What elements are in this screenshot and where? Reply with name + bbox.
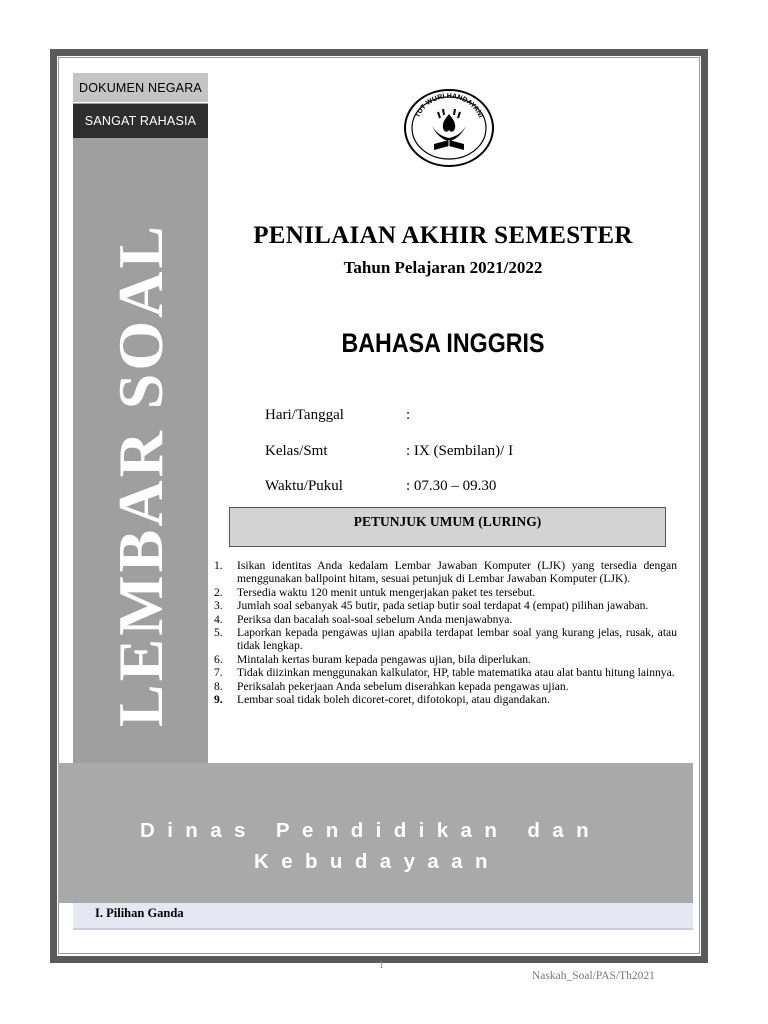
agency-line-2: Kebudayaan [254,850,500,873]
subject-title: BAHASA INGGRIS [341,328,545,358]
instructions-heading-box [229,507,666,547]
section-label: I. Pilihan Ganda [95,906,184,920]
label-dokumen-negara: DOKUMEN NEGARA [73,73,208,103]
logo-motto: TUT WURI HANDAYANI [414,92,484,119]
info-label: Waktu/Pukul [265,478,343,494]
info-label: Kelas/Smt [265,443,328,459]
list-item: 6. Mintalah kertas buram kepada pengawas ujian, bila diperlukan. [214,652,531,666]
tut-wuri-handayani-logo [402,88,496,168]
list-item: 7. Tidak diizinkan menggunakan kalkulator, HP, table matematika atau alat bantu hitung lainnya. [214,666,675,680]
academic-year: Tahun Pelajaran 2021/2022 [343,258,543,277]
exam-title: PENILAIAN AKHIR SEMESTER [253,222,633,249]
vertical-title: LEMBAR SOAL [105,222,176,728]
list-item: 1. Isikan identitas Anda kedalam Lembar Jawaban Komputer (LJK) yang tersedia dengan menggunakan ballpoint hitam, sesuai petunjuk di Lembar Jawaban Komputer (LJK). [214,559,677,586]
list-item: 2. Tersedia waktu 120 menit untuk mengerjakan paket tes tersebut. [214,585,536,599]
list-item: 3. Jumlah soal sebanyak 45 butir, pada setiap butir soal terdapat 4 (empat) pilihan jawaban. [214,599,649,613]
document-code: Naskah_Soal/PAS/Th2021 [532,970,655,982]
info-value: : IX (Sembilan)/ I [406,443,514,459]
instructions-list [211,559,677,706]
info-value: : [406,407,411,423]
agency-name [140,815,640,877]
page-number: 1 [379,960,384,971]
instructions-heading: PETUNJUK UMUM (LURING) [353,514,542,529]
list-item: 5. Laporkan kepada pengawas ujian apabila terdapat lembar soal yang kurang jelas, rusak, atau tidak lengkap. [214,626,677,653]
info-value: : 07.30 – 09.30 [406,478,497,494]
list-item: 4. Periksa dan bacalah soal-soal sebelum Anda menjawabnya. [214,612,513,626]
label-sangat-rahasia: SANGAT RAHASIA [73,104,208,138]
info-label: Hari/Tanggal [265,407,344,423]
agency-line-1: Dinas Pendidikan dan [140,819,602,842]
list-item: 8. Periksalah pekerjaan Anda sebelum diserahkan kepada pengawas ujian. [214,679,569,693]
list-item: 9. Lembar soal tidak boleh dicoret-coret, difotokopi, atau digandakan. [214,693,550,707]
